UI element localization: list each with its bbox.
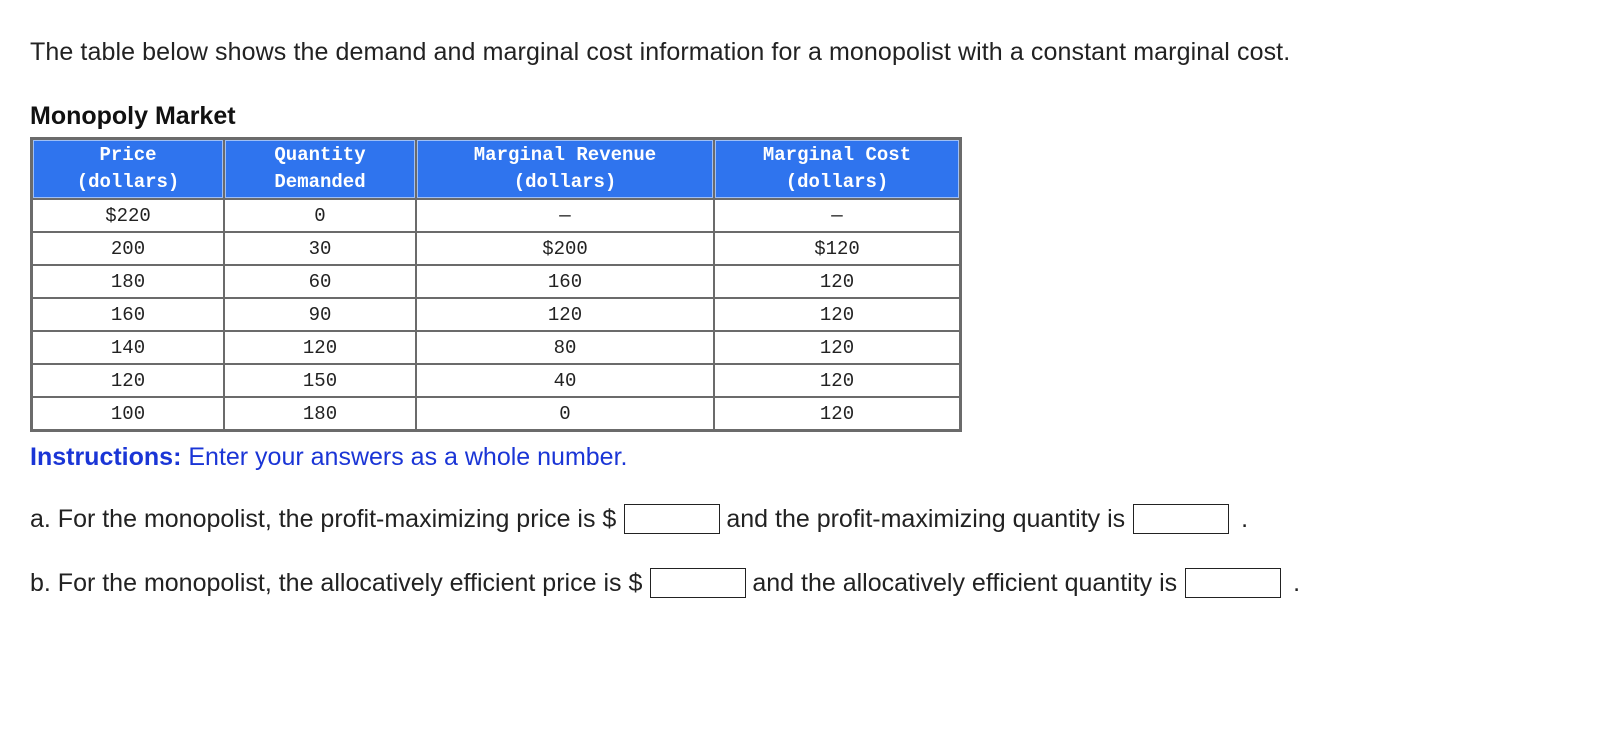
cell-marginal-revenue: 0: [416, 397, 714, 430]
cell-quantity: 150: [224, 364, 416, 397]
table-row: [32, 199, 960, 232]
cell-marginal-revenue: —: [416, 199, 714, 232]
table-row: [32, 265, 960, 298]
profit-max-quantity-input[interactable]: [1133, 504, 1229, 534]
header-price-line1: Price: [99, 144, 157, 166]
header-price-line2: (dollars): [76, 171, 180, 193]
cell-quantity: 90: [224, 298, 416, 331]
table-row: [32, 298, 960, 331]
cell-price: 180: [32, 265, 224, 298]
header-quantity: [224, 139, 416, 199]
question-b-text-2: and the allocatively efficient quantity is: [752, 568, 1178, 597]
cell-price: $220: [32, 199, 224, 232]
cell-marginal-cost: 120: [714, 298, 960, 331]
cell-quantity: 180: [224, 397, 416, 430]
table-row: [32, 232, 960, 265]
question-b-text-1: b. For the monopolist, the allocatively efficient price is $: [30, 568, 643, 597]
header-mc-line2: (dollars): [785, 171, 889, 193]
cell-marginal-cost: $120: [714, 232, 960, 265]
cell-marginal-revenue: $200: [416, 232, 714, 265]
table-row: [32, 364, 960, 397]
efficient-quantity-input[interactable]: [1185, 568, 1281, 598]
question-a-text-2: and the profit-maximizing quantity is: [726, 504, 1126, 533]
cell-marginal-revenue: 160: [416, 265, 714, 298]
monopoly-market-table: [30, 137, 962, 432]
efficient-price-input[interactable]: [650, 568, 746, 598]
cell-price: 120: [32, 364, 224, 397]
table-row: [32, 331, 960, 364]
table-row: [32, 397, 960, 430]
table-header-row: [32, 139, 960, 199]
cell-quantity: 30: [224, 232, 416, 265]
cell-quantity: 120: [224, 331, 416, 364]
cell-marginal-revenue: 120: [416, 298, 714, 331]
cell-price: 100: [32, 397, 224, 430]
intro-text: The table below shows the demand and marginal cost information for a monopolist with a constant marginal cost.: [30, 38, 1291, 66]
question-a-period: .: [1241, 504, 1249, 533]
cell-marginal-revenue: 40: [416, 364, 714, 397]
profit-max-price-input[interactable]: [624, 504, 720, 534]
cell-quantity: 60: [224, 265, 416, 298]
instructions: [30, 443, 627, 472]
header-mr-line1: Marginal Revenue: [473, 144, 657, 166]
cell-marginal-cost: 120: [714, 397, 960, 430]
question-b-period: .: [1293, 568, 1301, 597]
cell-price: 200: [32, 232, 224, 265]
cell-quantity: 0: [224, 199, 416, 232]
cell-marginal-cost: —: [714, 199, 960, 232]
question-b: [30, 568, 1300, 598]
cell-marginal-cost: 120: [714, 364, 960, 397]
cell-marginal-revenue: 80: [416, 331, 714, 364]
cell-price: 160: [32, 298, 224, 331]
question-a: [30, 504, 1248, 534]
header-mr-line2: (dollars): [513, 171, 617, 193]
table-title: Monopoly Market: [30, 102, 236, 130]
question-a-text-1: a. For the monopolist, the profit-maximizing price is $: [30, 504, 617, 533]
header-marginal-cost: [714, 139, 960, 199]
cell-marginal-cost: 120: [714, 331, 960, 364]
instructions-text: Enter your answers as a whole number.: [188, 443, 628, 471]
header-marginal-revenue: [416, 139, 714, 199]
instructions-label: Instructions:: [30, 443, 182, 471]
header-quantity-line2: Demanded: [274, 171, 366, 193]
cell-marginal-cost: 120: [714, 265, 960, 298]
cell-price: 140: [32, 331, 224, 364]
header-price: [32, 139, 224, 199]
header-mc-line1: Marginal Cost: [762, 144, 912, 166]
header-quantity-line1: Quantity: [274, 144, 366, 166]
